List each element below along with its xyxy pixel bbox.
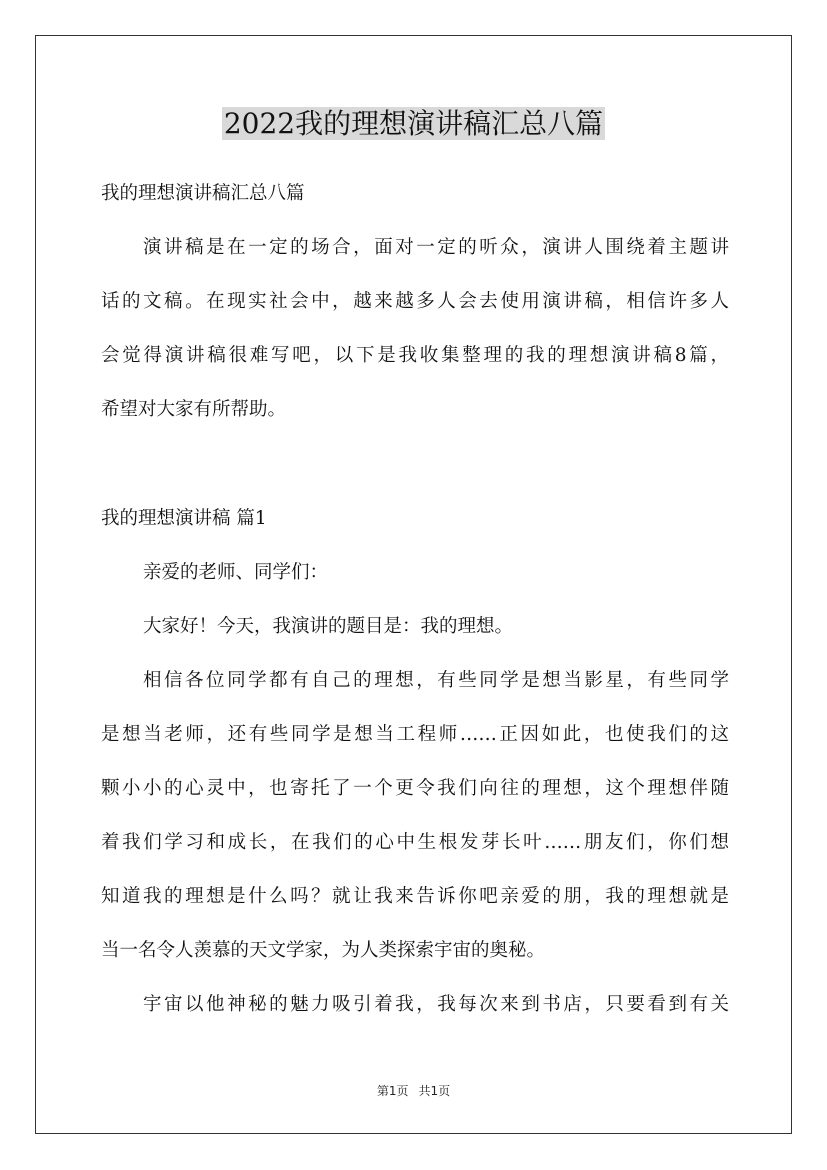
greeting-line: 大家好！今天，我演讲的题目是：我的理想。 (143, 616, 514, 637)
paragraph-line: 颗小小的心灵中，也寄托了一个更令我们向往的理想，这个理想伴随 (101, 778, 729, 799)
document-title (0, 104, 827, 144)
paragraph-line: 着我们学习和成长，在我们的心中生根发芽长叶……朋友们，你们想 (101, 832, 729, 853)
salutation-line: 亲爱的老师、同学们： (143, 562, 329, 583)
paragraph-line: 话的文稿。在现实社会中，越来越多人会去使用演讲稿，相信许多人 (101, 291, 729, 312)
paragraph-line: 当一名令人羡慕的天文学家，为人类探索宇宙的奥秘。 (101, 940, 546, 961)
page-footer (0, 1083, 827, 1099)
paragraph-line: 会觉得演讲稿很难写吧，以下是我收集整理的我的理想演讲稿8篇， (101, 345, 729, 366)
paragraph-line: 是想当老师，还有些同学是想当工程师……正因如此，也使我们的这 (101, 724, 729, 745)
subtitle-line: 我的理想演讲稿汇总八篇 (101, 183, 305, 204)
paragraph-line: 宇宙以他神秘的魅力吸引着我，我每次来到书店，只要看到有关 (143, 994, 729, 1015)
section-heading: 我的理想演讲稿 篇1 (101, 508, 267, 529)
page-total: 共1页 (418, 1084, 451, 1098)
paragraph-line: 演讲稿是在一定的场合，面对一定的听众，演讲人围绕着主题讲 (143, 237, 729, 258)
document-title-text: 2022我的理想演讲稿汇总八篇 (223, 107, 604, 140)
paragraph-line: 知道我的理想是什么吗？就让我来告诉你吧亲爱的朋，我的理想就是 (101, 886, 729, 907)
paragraph-line: 希望对大家有所帮助。 (101, 399, 287, 420)
page-number: 第1页 (376, 1084, 409, 1098)
paragraph-line: 相信各位同学都有自己的理想，有些同学是想当影星，有些同学 (143, 670, 729, 691)
